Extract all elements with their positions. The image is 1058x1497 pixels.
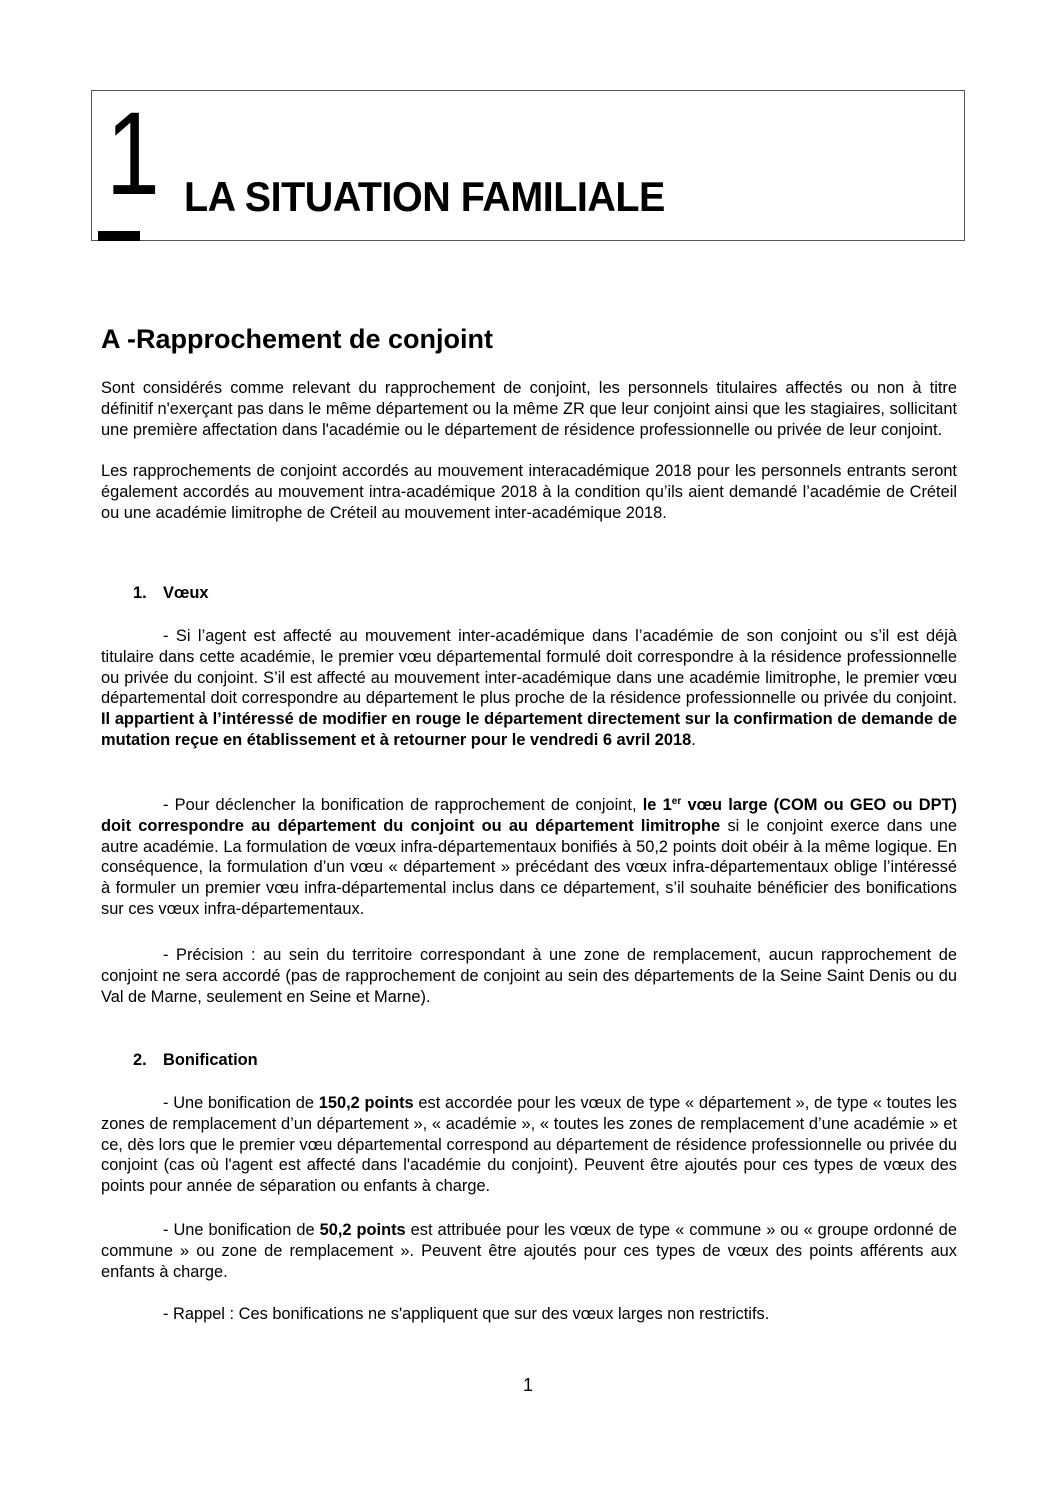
bonif-p2-end: est attribuée pour les vœux de type « commune » ou « groupe ordonné de commune » ou zone de remplacement ». Peuvent être ajoutés pour ces types de vœux des points afférents aux enfants à charge. — [101, 1221, 958, 1281]
chapter-number-underline — [98, 231, 140, 241]
bonif-p2-points: 50,2 points — [319, 1221, 406, 1239]
intro-paragraph-2: Les rapprochements de conjoint accordés au mouvement interacadémique 2018 pour les personnels entrants seront également accordés au mouvement intra-académique 2018 à la condition qu’ils aient demandé l’académie de Créteil ou une académie limitrophe de Créteil au mouvement inter-académique 2018. — [101, 462, 957, 522]
voeux-paragraph-1 — [101, 626, 957, 751]
bonif-p1-text: - Une bonification de — [163, 1094, 319, 1112]
bonification-paragraph-1 — [101, 1093, 957, 1197]
voeux-p2-text: - Pour déclencher la bonification de rapprochement de conjoint, — [163, 796, 643, 814]
chapter-number: 1 — [106, 88, 160, 220]
voeux-p3-text: - Précision : au sein du territoire correspondant à une zone de remplacement, aucun rapprochement de conjoint ne sera accordé (pas de rapprochement de conjoint au sein des départements de la Seine Saint Denis ou du Val de Marne, seulement en Seine et Marne). — [101, 946, 957, 1006]
subsection-number: 2. — [133, 1051, 147, 1069]
voeux-p2-bold-a: le 1 — [642, 796, 672, 814]
voeux-p2-bold-b: vœu large (COM ou GEO ou DPT) doit correspondre au département du conjoint ou au département limitrophe — [101, 796, 957, 835]
subsection-number: 1. — [133, 584, 147, 602]
voeux-paragraph-2 — [101, 795, 957, 920]
ordinal-superscript: er — [671, 796, 682, 807]
subsection-title: Vœux — [163, 584, 209, 602]
chapter-header-box — [91, 90, 965, 241]
bonif-p1-end: est accordée pour les vœux de type « département », de type « toutes les zones de remplacement d’un département », « académie », « toutes les zones de remplacement d’une académie » et ce, dès lors que le premier vœu départemental correspond au département de résidence professionnelle ou privée du conjoint (cas où l'agent est affecté dans l'académie du conjoint). Peuvent être ajoutés pour ces types de vœux des points pour année de séparation ou enfants à charge. — [101, 1094, 957, 1196]
voeux-paragraph-3 — [101, 945, 957, 1007]
page-number: 1 — [523, 1375, 534, 1395]
intro-paragraph-1: Sont considérés comme relevant du rapprochement de conjoint, les personnels titulaires affectés ou non à titre définitif n'exerçant pas dans le même département ou la même ZR que leur conjoint ainsi que les stagiaires, sollicitant une première affectation dans l'académie ou le département de résidence professionnelle ou privée de leur conjoint. — [101, 379, 957, 439]
bonif-p2-text: - Une bonification de — [163, 1221, 320, 1239]
voeux-p1-emphasis: Il appartient à l’intéressé de modifier en rouge le département directement sur la confirmation de demande de mutation reçue en établissement et à retourner pour le vendredi 6 avril 2018 — [101, 710, 957, 749]
bonification-paragraph-3 — [101, 1304, 957, 1325]
chapter-title: LA SITUATION FAMILIALE — [184, 173, 665, 220]
subsection-heading-bonification — [133, 1051, 258, 1070]
section-title: A -Rapprochement de conjoint — [101, 324, 494, 354]
bonif-p3-text: - Rappel : Ces bonifications ne s'appliquent que sur des vœux larges non restrictifs. — [163, 1305, 770, 1323]
bonif-p1-points: 150,2 points — [318, 1094, 414, 1112]
voeux-p1-text: - Si l’agent est affecté au mouvement inter-académique dans l’académie de son conjoint ou s’il est déjà titulaire dans cette académie, le premier vœu départemental formulé doit correspondre à la résidence professionnelle ou privée du conjoint. S’il est affecté au mouvement inter-académique dans une académie limitrophe, le premier vœu départemental doit correspondre au département le plus proche de la résidence professionnelle ou privée du conjoint. — [101, 627, 957, 708]
bonification-paragraph-2 — [101, 1220, 957, 1282]
subsection-title: Bonification — [163, 1051, 258, 1069]
subsection-heading-voeux — [133, 584, 209, 603]
voeux-p1-end: . — [691, 730, 696, 749]
voeux-p2-end: si le conjoint exerce dans une autre académie. La formulation de vœux infra-départementaux bonifiés à 50,2 points doit obéir à la même logique. En conséquence, la formulation d’un vœu « département » précédant des vœux infra-départementaux oblige l’intéressé à formuler un premier vœu infra-départemental inclus dans ce département, s’il souhaite bénéficier des bonifications sur ces vœux infra-départementaux. — [101, 816, 957, 918]
